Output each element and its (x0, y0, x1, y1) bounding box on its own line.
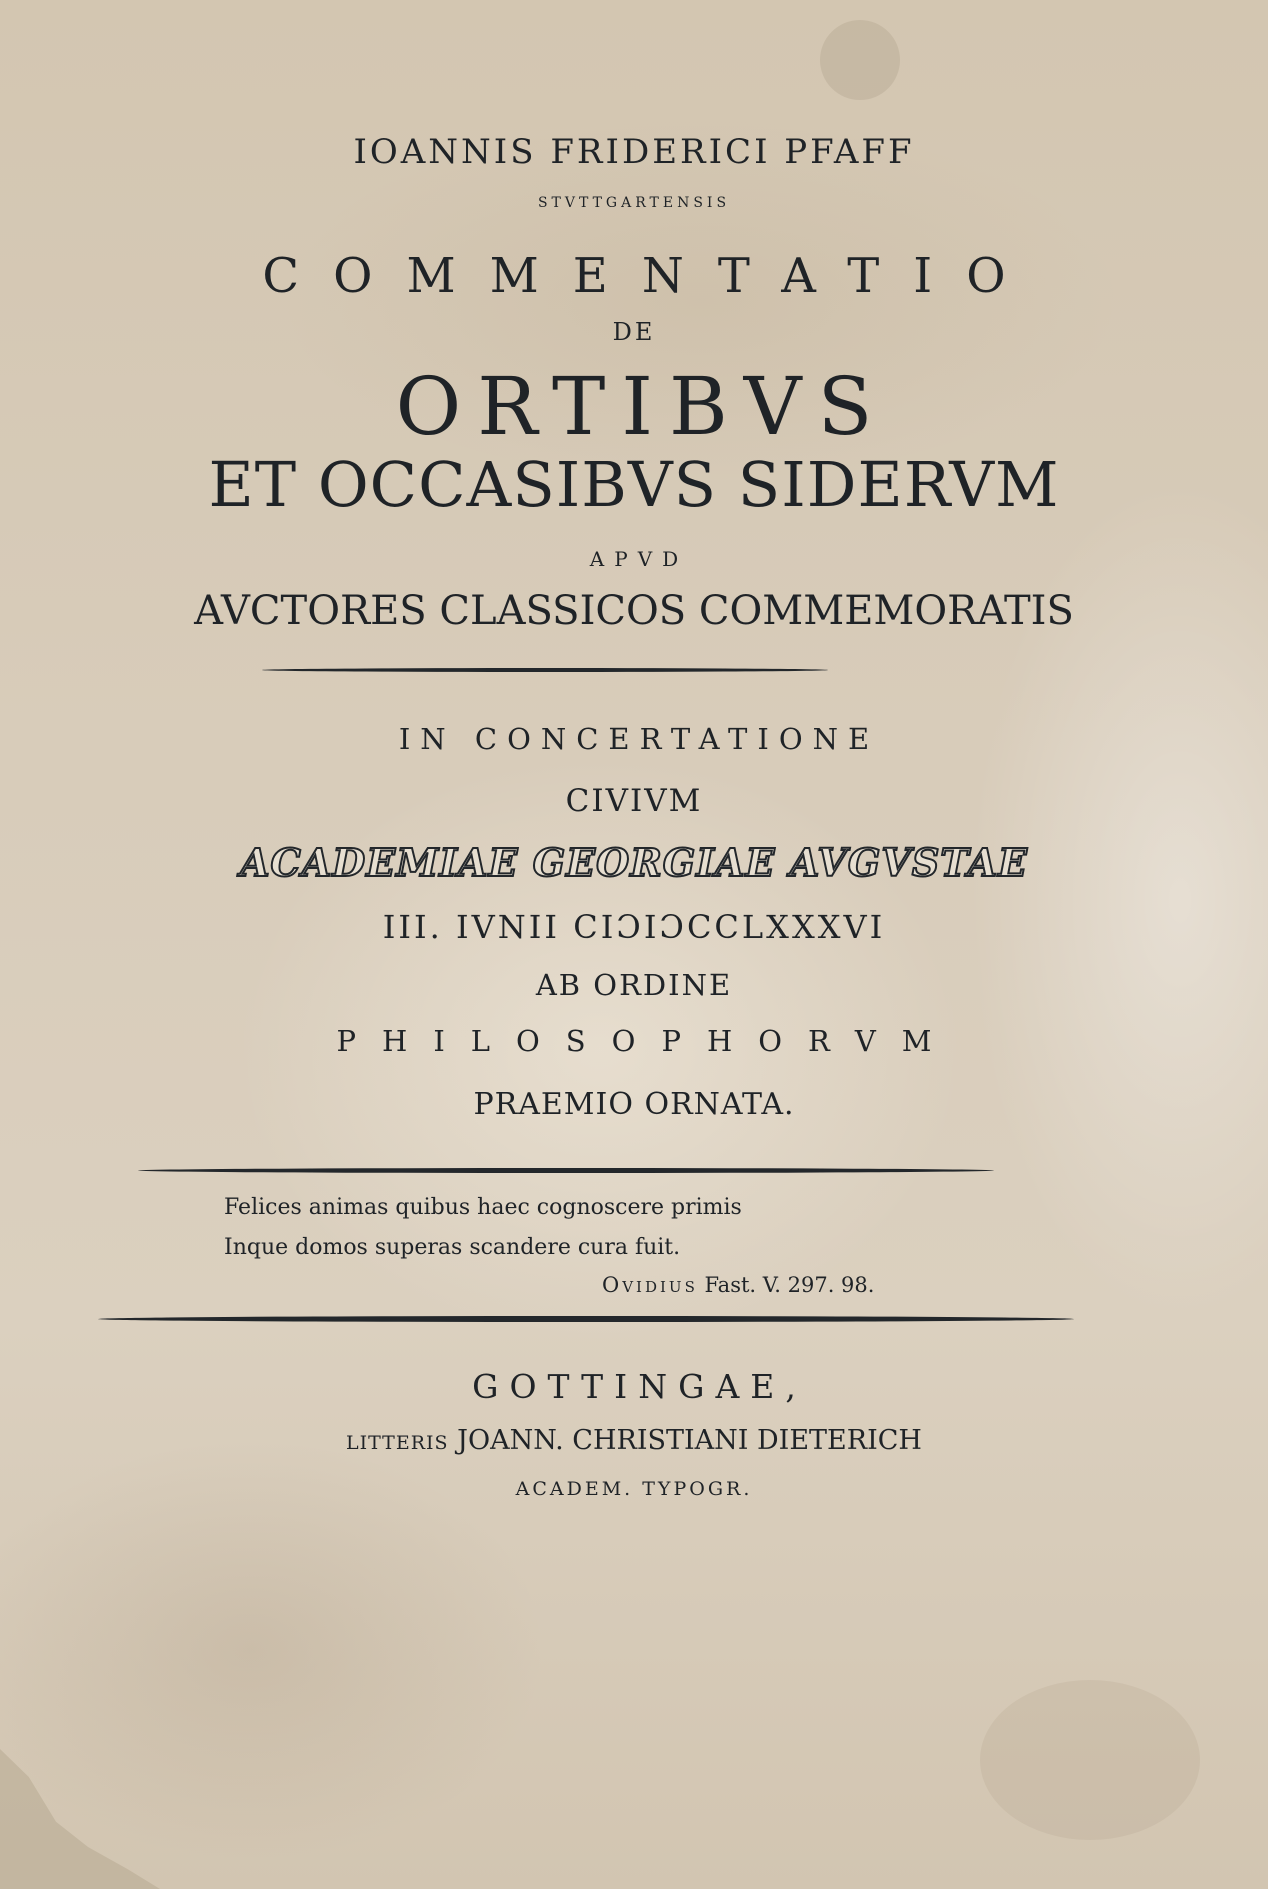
author-name: IOANNIS FRIDERICI PFAFF (353, 132, 915, 172)
contest-date: III. IVNII CIƆIƆCCLXXXVI (382, 908, 886, 946)
academy-name: ACADEMIAE GEORGIAE AVGVSTAE (240, 840, 1028, 885)
ab-ordine-line: AB ORDINE (535, 968, 733, 1002)
citation-reference: Fast. V. 297. 98. (704, 1273, 875, 1297)
title-apud: APVD (589, 547, 689, 571)
paper-stain (980, 1680, 1200, 1840)
imprint-litteris: LITTERIS (346, 1432, 449, 1454)
title-line-1: ORTIBVS (395, 360, 889, 453)
work-type: COMMENTATIO (262, 248, 1040, 304)
prize-line: PRAEMIO ORNATA. (473, 1087, 795, 1122)
title-line-3: AVCTORES CLASSICOS COMMEMORATIS (194, 588, 1074, 634)
epigraph-citation (602, 1273, 874, 1297)
author-origin: STVTTGARTENSIS (537, 195, 731, 211)
paper-stain (820, 20, 900, 100)
civium-line: CIVIVM (565, 783, 703, 819)
imprint-printer-name: JOANN. CHRISTIANI DIETERICH (457, 1425, 922, 1456)
imprint-printer-line (0, 1425, 1268, 1456)
contest-line: IN CONCERTATIONE (398, 722, 880, 756)
divider-rule (98, 1316, 1074, 1322)
title-line-2: ET OCCASIBVS SIDERVM (208, 448, 1060, 521)
divider-rule (138, 1168, 994, 1173)
imprint-printer-role: ACADEM. TYPOGR. (515, 1478, 753, 1500)
divider-rule (262, 668, 828, 672)
torn-paper-corner (0, 1749, 160, 1889)
citation-author: Ovidius (602, 1273, 698, 1297)
imprint-place: GOTTINGAE, (472, 1367, 807, 1406)
epigraph-line-1: Felices animas quibus haec cognoscere primis (224, 1195, 742, 1220)
faculty-line: PHILOSOPHORVM (336, 1024, 958, 1058)
title-preposition: DE (612, 318, 656, 346)
epigraph-line-2: Inque domos superas scandere cura fuit. (224, 1235, 681, 1260)
